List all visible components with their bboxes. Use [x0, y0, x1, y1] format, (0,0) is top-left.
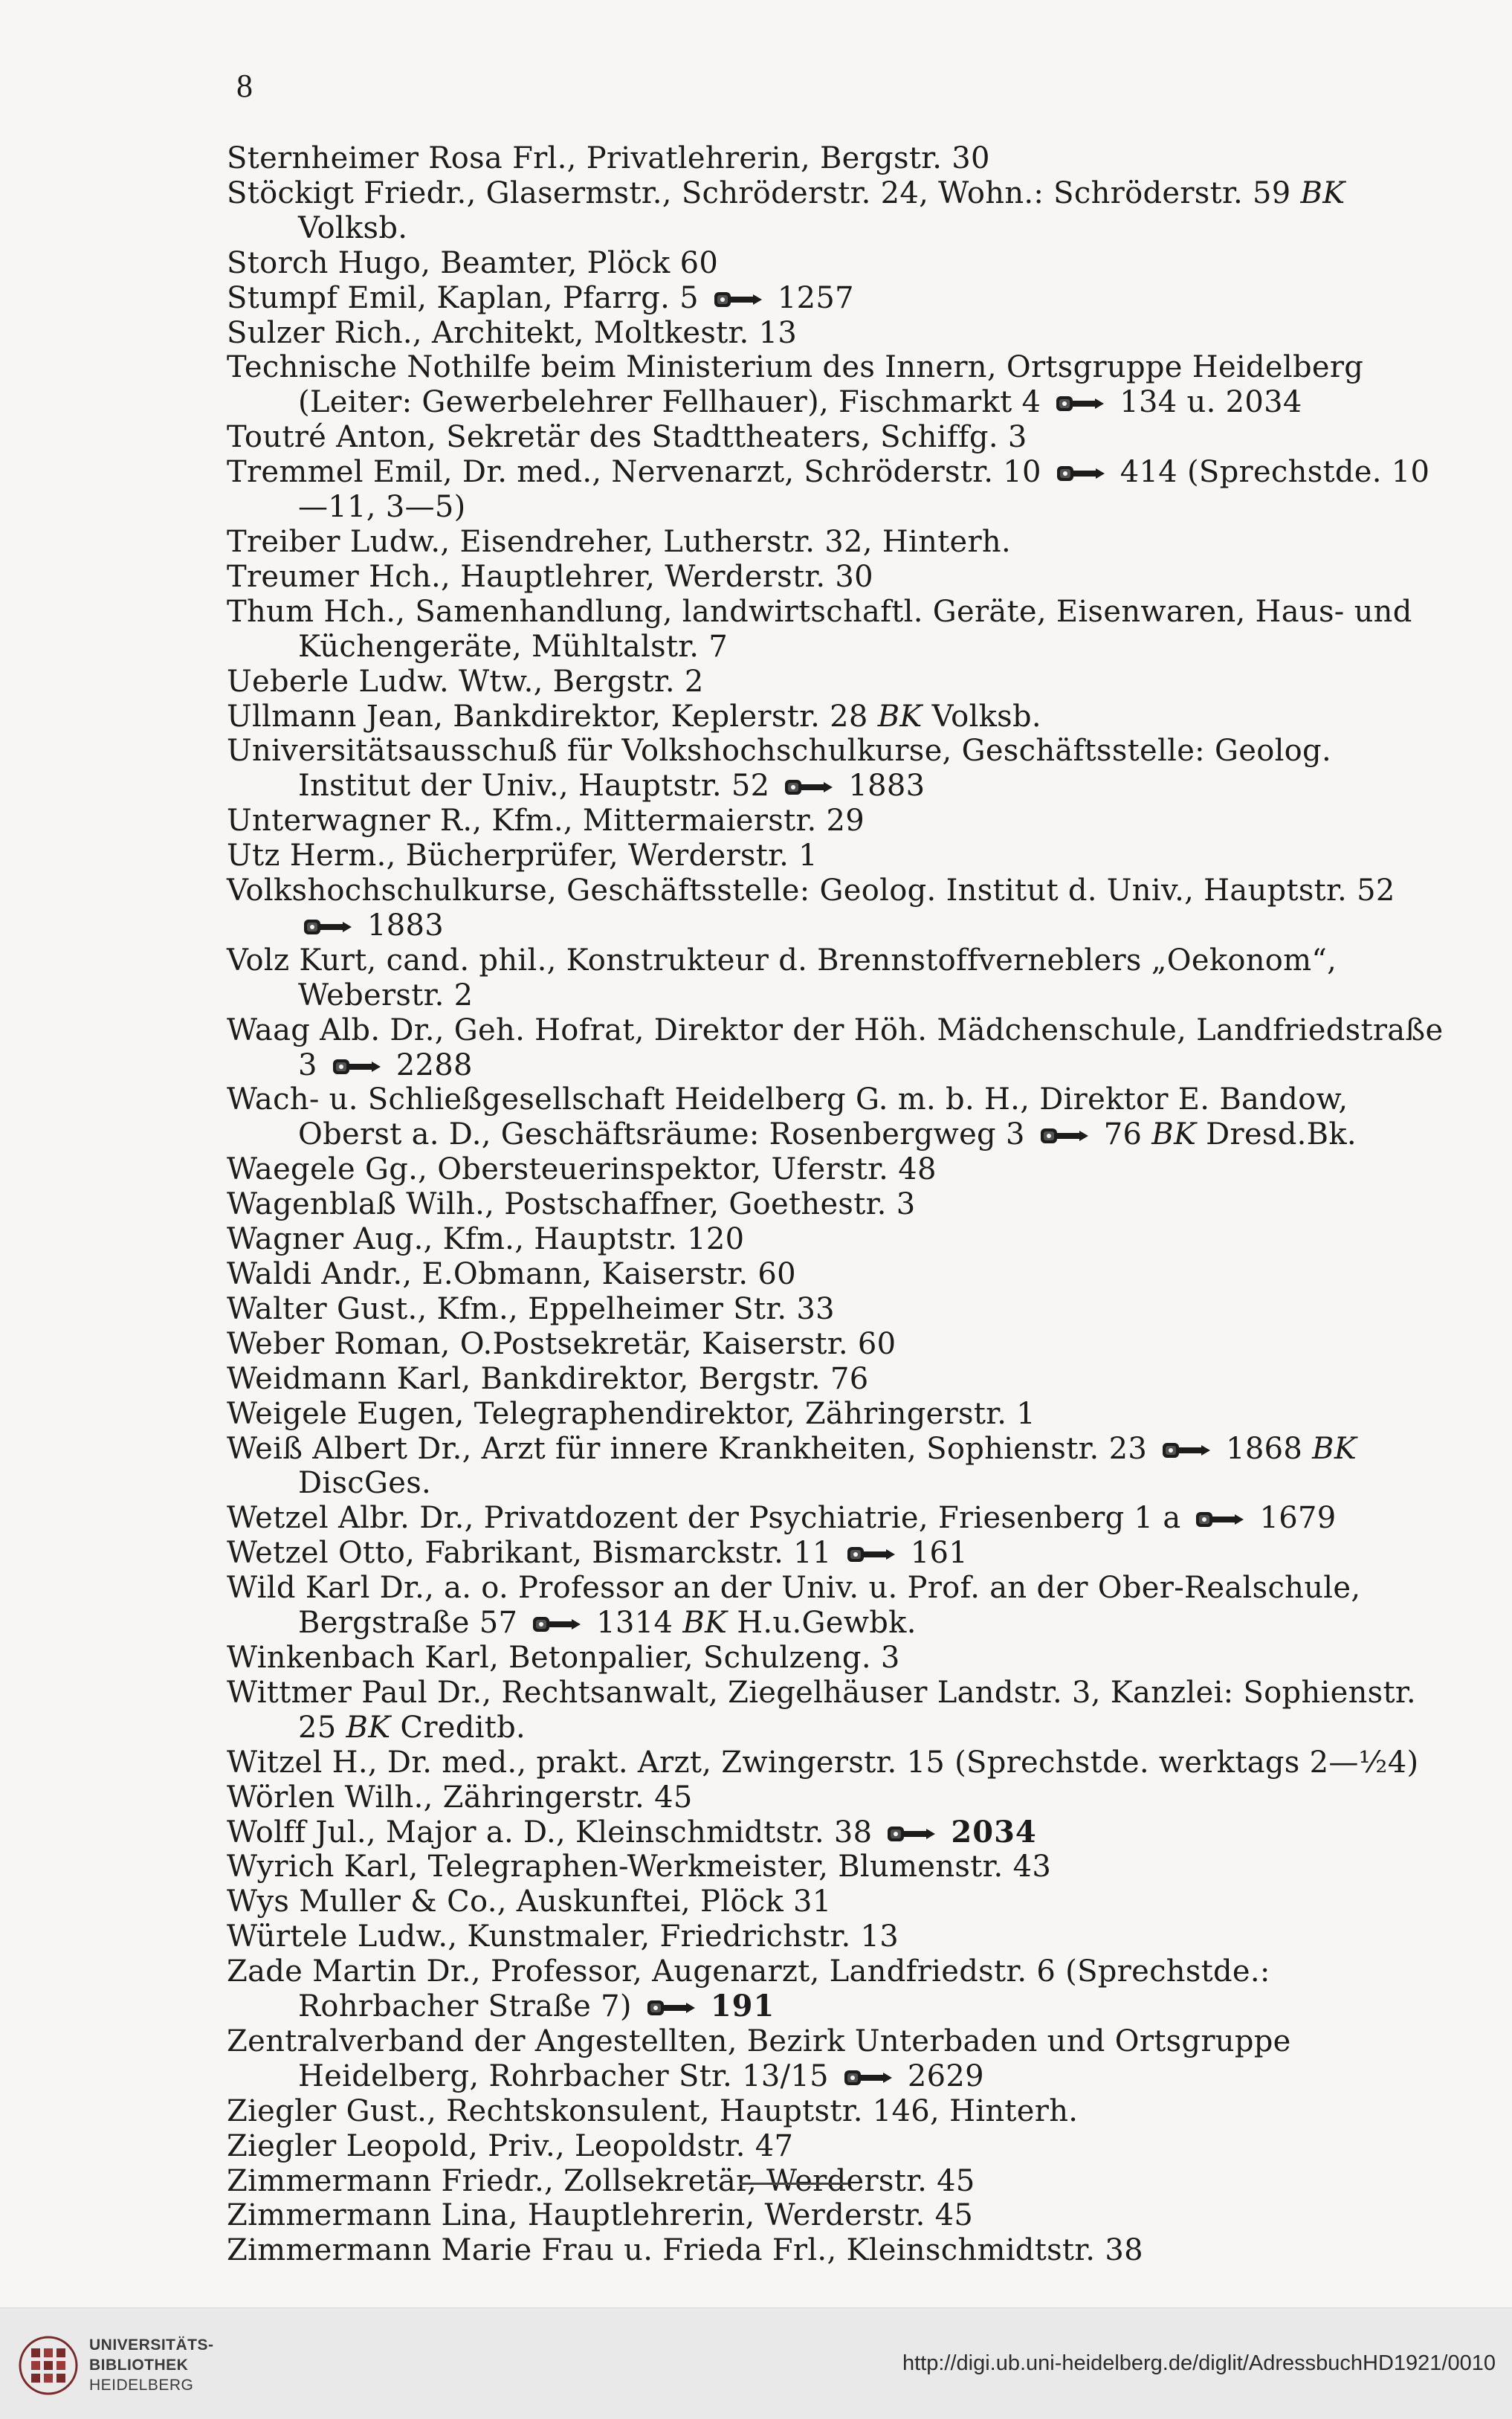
directory-entry [227, 2164, 1446, 2199]
telephone-icon [1161, 1439, 1212, 1462]
entry-text: Universitätsausschuß für Volkshochschulkurse, Geschäftsstelle: Geolog. Institut der Univ., Hauptstr. 52 [227, 734, 1331, 804]
directory-entry [227, 2094, 1446, 2129]
telephone-icon [713, 288, 763, 311]
footer-bar [0, 2307, 1512, 2419]
entry-text: Weber Roman, O.Postsekretär, Kaiserstr. 60 [227, 1326, 896, 1361]
directory-entry [227, 1013, 1446, 1083]
telephone-icon [1055, 393, 1105, 415]
directory-entry [227, 1292, 1446, 1327]
directory-entry [227, 595, 1446, 665]
bank-abbreviation: BK [682, 1606, 728, 1641]
directory-entry [227, 2233, 1446, 2268]
directory-entry [227, 1536, 1446, 1571]
entry-text: Waldi Andr., E.Obmann, Kaiserstr. 60 [227, 1257, 796, 1291]
entry-text: Volksb. [298, 210, 408, 245]
directory-entry [227, 1432, 1446, 1502]
entry-text: Ziegler Leopold, Priv., Leopoldstr. 47 [227, 2128, 794, 2163]
entry-text: Treumer Hch., Hauptlehrer, Werderstr. 30 [227, 559, 873, 594]
directory-entries [227, 141, 1446, 2268]
entry-text: Walter Gust., Kfm., Eppelheimer Str. 33 [227, 1291, 835, 1326]
directory-entry [227, 1501, 1446, 1536]
telephone-icon [646, 1997, 697, 2019]
entry-text: Creditb. [390, 1710, 526, 1745]
directory-entry [227, 1327, 1446, 1362]
directory-entry [227, 734, 1446, 804]
library-name-line-3: HEIDELBERG [89, 2377, 194, 2394]
entry-text: Stöckigt Friedr., Glasermstr., Schröderstr. 24, Wohn.: Schröderstr. 59 [227, 175, 1301, 210]
entry-text: 1679 [1250, 1501, 1337, 1536]
entry-text: Zade Martin Dr., Professor, Augenarzt, Landfriedstr. 6 (Sprechstde.: Rohrbacher Straße 7) [227, 1954, 1270, 2024]
entry-text: Wagenblaß Wilh., Postschaffner, Goethestr. 3 [227, 1187, 916, 1222]
entry-text: 1868 [1216, 1431, 1313, 1466]
entry-text: Zimmermann Friedr., Zollsekretär, Werderstr. 45 [227, 2163, 975, 2198]
directory-entry [227, 1257, 1446, 1292]
entry-text: Wörlen Wilh., Zähringerstr. 45 [227, 1780, 693, 1815]
entry-text: Storch Hugo, Beamter, Plöck 60 [227, 245, 719, 280]
entry-text: Zimmermann Marie Frau u. Frieda Frl., Kleinschmidtstr. 38 [227, 2233, 1143, 2268]
entry-text: Volkshochschulkurse, Geschäftsstelle: Geolog. Institut d. Univ., Hauptstr. 52 [227, 873, 1395, 908]
entry-text: Ullmann Jean, Bankdirektor, Keplerstr. 28 [227, 699, 878, 734]
separator-line [740, 2183, 848, 2185]
entry-text: 76 [1093, 1117, 1152, 1152]
entry-text: Toutré Anton, Sekretär des Stadttheaters, Schiffg. 3 [227, 420, 1027, 455]
entry-text: Witzel H., Dr. med., prakt. Arzt, Zwingerstr. 15 (Sprechstde. werktags 2—½4) [227, 1745, 1419, 1780]
directory-entry [227, 1641, 1446, 1676]
entry-text: Wild Karl Dr., a. o. Professor an der Univ. u. Prof. an der Ober-Realschule, Bergstraße 57 [227, 1571, 1361, 1641]
entry-text: Sternheimer Rosa Frl., Privatlehrerin, Bergstr. 30 [227, 141, 990, 175]
entry-text: Wach- u. Schließgesellschaft Heidelberg G. m. b. H., Direktor E. Bandow, Oberst a. D., Geschäftsräume: Rosenbergweg 3 [227, 1082, 1348, 1152]
entry-text: 1257 [767, 280, 854, 315]
entry-text: Wagner Aug., Kfm., Hauptstr. 120 [227, 1222, 745, 1257]
entry-text: 1883 [839, 769, 925, 804]
directory-entry [227, 2129, 1446, 2164]
directory-entry [227, 420, 1446, 455]
telephone-icon [332, 1056, 382, 1078]
entry-text: 414 (Sprechstde. 10—11, 3—5) [298, 455, 1430, 525]
entry-text: Wetzel Otto, Fabrikant, Bismarckstr. 11 [227, 1536, 841, 1571]
directory-entry [227, 665, 1446, 700]
entry-text [941, 1815, 951, 1850]
directory-entry [227, 1397, 1446, 1432]
telephone-icon [846, 1543, 896, 1566]
directory-entry [227, 1850, 1446, 1885]
entry-text: Winkenbach Karl, Betonpalier, Schulzeng. 3 [227, 1640, 900, 1675]
library-name-line-1: UNIVERSITÄTS- [89, 2336, 214, 2354]
directory-entry [227, 1152, 1446, 1187]
directory-entry [227, 1954, 1446, 2024]
entry-text: 2288 [386, 1047, 473, 1082]
entry-text: Zentralverband der Angestellten, Bezirk Unterbaden und Ortsgruppe Heidelberg, Rohrbacher Str. 13/15 [227, 2024, 1291, 2093]
directory-entry [227, 176, 1446, 246]
entry-text: Dresd.Bk. [1196, 1117, 1357, 1152]
directory-entry [227, 873, 1446, 943]
entry-text [701, 1989, 711, 2024]
directory-entry [227, 246, 1446, 281]
directory-entry [227, 350, 1446, 420]
entry-text: Wys Muller & Co., Auskunftei, Plöck 31 [227, 1885, 832, 1919]
directory-entry [227, 1187, 1446, 1222]
entry-text: Ueberle Ludw. Wtw., Bergstr. 2 [227, 664, 704, 699]
entry-text: Waegele Gg., Obersteuerinspektor, Uferstr. 48 [227, 1152, 937, 1187]
telephone-icon [843, 2067, 894, 2089]
directory-entry [227, 1885, 1446, 1919]
directory-entry [227, 1571, 1446, 1641]
bank-abbreviation: BK [1312, 1431, 1357, 1466]
directory-entry [227, 1362, 1446, 1397]
bank-abbreviation: BK [877, 699, 923, 734]
telephone-icon [532, 1613, 582, 1635]
directory-entry [227, 1919, 1446, 1954]
telephone-icon [303, 916, 353, 938]
directory-entry [227, 455, 1446, 525]
entry-text: 1314 [587, 1606, 683, 1641]
entry-text: Wittmer Paul Dr., Rechtsanwalt, Ziegelhäuser Landstr. 3, Kanzlei: Sophienstr. 25 [227, 1675, 1416, 1745]
directory-entry [227, 839, 1446, 873]
directory-entry [227, 2198, 1446, 2233]
entry-text: Zimmermann Lina, Hauptlehrerin, Werderstr. 45 [227, 2198, 974, 2233]
directory-entry [227, 560, 1446, 595]
directory-entry [227, 316, 1446, 351]
entry-text: 1883 [358, 908, 445, 943]
entry-text: Utz Herm., Bücherprüfer, Werderstr. 1 [227, 839, 818, 873]
entry-text: Thum Hch., Samenhandlung, landwirtschaftl. Geräte, Eisenwaren, Haus- und Küchengeräte, Mühltalstr. 7 [227, 594, 1412, 664]
entry-text: Weiß Albert Dr., Arzt für innere Krankheiten, Sophienstr. 23 [227, 1431, 1157, 1466]
library-name-line-2: BIBLIOTHEK [89, 2357, 189, 2374]
entry-text: 2629 [897, 2058, 984, 2093]
directory-entry [227, 2024, 1446, 2094]
directory-entry [227, 1815, 1446, 1850]
directory-entry [227, 281, 1446, 316]
entry-text: 134 u. 2034 [1110, 385, 1302, 420]
bank-abbreviation: BK [346, 1710, 391, 1745]
entry-text: Waag Alb. Dr., Geh. Hofrat, Direktor der Höh. Mädchenschule, Landfriedstraße 3 [227, 1013, 1444, 1082]
entry-text: Wolff Jul., Major a. D., Kleinschmidtstr. 38 [227, 1815, 882, 1850]
directory-entry [227, 943, 1446, 1013]
entry-text: 161 [900, 1536, 968, 1571]
entry-text: H.u.Gewbk. [727, 1606, 917, 1641]
entry-text: Ziegler Gust., Rechtskonsulent, Hauptstr. 146, Hinterh. [227, 2093, 1079, 2128]
directory-entry [227, 141, 1446, 176]
entry-text: Stumpf Emil, Kaplan, Pfarrg. 5 [227, 280, 708, 315]
entry-text: Weigele Eugen, Telegraphendirektor, Zähringerstr. 1 [227, 1396, 1036, 1431]
directory-entry [227, 1745, 1446, 1780]
entry-text: Treiber Ludw., Eisendreher, Lutherstr. 32, Hinterh. [227, 524, 1012, 559]
page-number: 8 [236, 68, 253, 104]
phone-number-bold: 191 [710, 1989, 775, 2024]
entry-text: Volz Kurt, cand. phil., Konstrukteur d. Brennstoffverneblers „Oekonom“, Weberstr. 2 [227, 943, 1337, 1013]
telephone-icon [1195, 1508, 1245, 1531]
entry-text: Wetzel Albr. Dr., Privatdozent der Psychiatrie, Friesenberg 1 a [227, 1501, 1191, 1536]
telephone-icon [784, 776, 834, 798]
bank-abbreviation: BK [1300, 175, 1345, 210]
entry-text: Volksb. [922, 699, 1041, 734]
source-url-link[interactable]: http://digi.ub.uni-heidelberg.de/diglit/AdressbuchHD1921/0010 [902, 2351, 1496, 2375]
library-logo-icon [16, 2334, 80, 2397]
directory-entry [227, 1676, 1446, 1745]
telephone-icon [1056, 462, 1106, 485]
entry-text: Technische Nothilfe beim Ministerium des Innern, Ortsgruppe Heidelberg (Leiter: Gewerbelehrer Fellhauer), Fischmarkt 4 [227, 350, 1364, 420]
entry-text: Unterwagner R., Kfm., Mittermaierstr. 29 [227, 804, 865, 839]
entry-text: Würtele Ludw., Kunstmaler, Friedrichstr. 13 [227, 1919, 899, 1954]
telephone-icon [1039, 1125, 1090, 1147]
directory-entry [227, 1222, 1446, 1257]
directory-entry [227, 525, 1446, 560]
entry-text: Tremmel Emil, Dr. med., Nervenarzt, Schröderstr. 10 [227, 455, 1051, 490]
entry-text: DiscGes. [298, 1466, 432, 1501]
telephone-icon [886, 1823, 937, 1845]
directory-entry [227, 1780, 1446, 1815]
bank-abbreviation: BK [1151, 1117, 1197, 1152]
library-name [89, 2335, 214, 2395]
directory-entry [227, 804, 1446, 839]
entry-text: Weidmann Karl, Bankdirektor, Bergstr. 76 [227, 1361, 869, 1396]
entry-text: Sulzer Rich., Architekt, Moltkestr. 13 [227, 315, 798, 350]
entry-text: Wyrich Karl, Telegraphen-Werkmeister, Blumenstr. 43 [227, 1850, 1052, 1885]
phone-number-bold: 2034 [951, 1814, 1037, 1850]
directory-entry [227, 1082, 1446, 1152]
directory-entry [227, 700, 1446, 734]
